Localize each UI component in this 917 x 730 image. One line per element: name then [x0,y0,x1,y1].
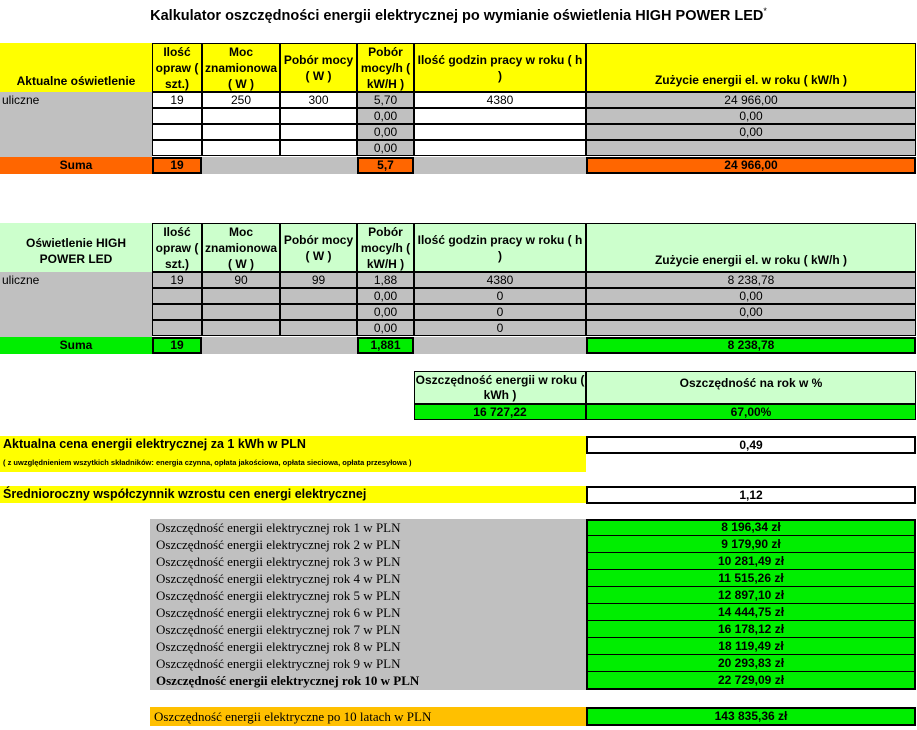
current-row-2-draw [280,108,357,124]
growth-value[interactable]: 1,12 [586,486,916,504]
current-row-2-usage: 0,00 [586,108,916,124]
led-row-4-hours: 0 [414,320,586,336]
header-hours: Ilość godzin pracy w roku ( h ) [414,43,586,92]
yearly-row-6-label: Oszczędność energii elektrycznej rok 6 w PLN [156,605,401,620]
current-row-2-hours [414,108,586,124]
current-row-3-hours [414,124,586,140]
yearly-row-7-label: Oszczędność energii elektrycznej rok 7 w PLN [156,622,401,637]
led-row-4-qty [152,320,202,336]
led-header-hours: Ilość godzin pracy w roku ( h ) [414,223,586,272]
header-rated-power: Moc znamionowa ( W ) [202,43,280,92]
yearly-row-6-value: 14 444,75 zł [586,604,916,621]
led-row-3-rated [202,304,280,320]
led-row-2-usage: 0,00 [586,288,916,304]
header-power-draw: Pobór mocy ( W ) [280,43,357,92]
led-row-4-draw [280,320,357,336]
led-row-3-usage: 0,00 [586,304,916,320]
led-row-1-kwh: 1,88 [357,272,414,288]
current-sum-filler [202,157,357,174]
current-row-2-qty [152,108,202,124]
current-label-text: Aktualne oświetlenie [16,74,136,88]
savings-percent-header: Oszczędność na rok w % [586,371,916,404]
led-row-3-kwh: 0,00 [357,304,414,320]
yearly-row-2-value: 9 179,90 zł [586,536,916,553]
price-note: ( z uwzględnieniem wszytkich składników: energia czynna, opłata jakościowa, opłata sieciowa, opłata przesyłowa ) [3,458,412,467]
led-row-4-rated [202,320,280,336]
yearly-row-4-value: 11 515,26 zł [586,570,916,587]
yearly-row-1-label: Oszczędność energii elektrycznej rok 1 w PLN [156,520,401,535]
header-usage: Zużycie energii el. w roku ( kW/h ) [586,43,916,92]
yearly-row-10-value: 22 729,09 zł [717,673,785,687]
growth-label: Średnioroczny współczynnik wzrostu cen energi elektrycznej [0,486,586,503]
savings-energy-header: Oszczędność energii w roku ( kWh ) [414,371,586,404]
current-row-1-draw: 300 [280,92,357,108]
led-row-4-usage [586,320,916,336]
current-row-3-rated [202,124,280,140]
led-sum-qty: 19 [152,337,202,354]
savings-percent-value: 67,00% [586,404,916,420]
current-row-1-hours: 4380 [414,92,586,108]
led-row-1-draw: 99 [280,272,357,288]
led-sum-label: Suma [0,337,152,354]
current-row-1-qty: 19 [152,92,202,108]
yearly-row-2-label: Oszczędność energii elektrycznej rok 2 w PLN [156,537,401,552]
title-text: Kalkulator oszczędności energii elektrycznej po wymianie oświetlenia HIGH POWER LED [150,7,764,24]
yearly-row-1-value: 8 196,34 zł [586,519,916,536]
led-row-3-qty [152,304,202,320]
led-row-4-kwh: 0,00 [357,320,414,336]
led-row-2-qty [152,288,202,304]
price-label: Aktualna cena energii elektrycznej za 1 kWh w PLN [3,437,306,451]
led-row-3-hours: 0 [414,304,586,320]
yearly-row-4-label: Oszczędność energii elektrycznej rok 4 w PLN [156,571,401,586]
current-row-4-usage [586,140,916,156]
current-sum-usage: 24 966,00 [586,157,916,174]
yearly-row-7-value: 16 178,12 zł [586,621,916,638]
led-row-2-rated [202,288,280,304]
current-row-4-hours [414,140,586,156]
led-row-1-usage: 8 238,78 [586,272,916,288]
yearly-row-8-value: 18 119,49 zł [586,638,916,655]
led-row-1-rated: 90 [202,272,280,288]
current-row-4-qty [152,140,202,156]
yearly-row-9-value: 20 293,83 zł [586,655,916,672]
led-label-text: Oświetlenie HIGH POWER LED [25,235,127,266]
header-qty: Ilość opraw ( szt.) [152,43,202,92]
led-row-1-name: uliczne [2,273,40,287]
led-header-rated-power: Moc znamionowa ( W ) [202,223,280,272]
yearly-row-3-label: Oszczędność energii elektrycznej rok 3 w PLN [156,554,401,569]
header-kwh: Pobór mocy/h ( kW/H ) [357,43,414,92]
current-row-4-draw [280,140,357,156]
led-row-1-qty: 19 [152,272,202,288]
led-sum-usage: 8 238,78 [586,337,916,354]
current-section-label [0,43,152,92]
current-sum-qty: 19 [152,157,202,174]
price-block [0,436,586,472]
current-row-4-rated [202,140,280,156]
yearly-row-10-label: Oszczędność energii elektrycznej rok 10 w PLN [156,673,420,688]
yearly-row-9-label: Oszczędność energii elektrycznej rok 9 w PLN [156,656,401,671]
led-header-usage: Zużycie energii el. w roku ( kW/h ) [586,223,916,272]
current-sum-label: Suma [0,157,152,174]
current-row-3-qty [152,124,202,140]
current-row-3-draw [280,124,357,140]
price-value[interactable]: 0,49 [586,436,916,454]
current-row-4-kwh: 0,00 [357,140,414,156]
current-row-1-name: uliczne [2,93,40,107]
led-sum-filler-2 [414,337,586,354]
current-row-1-usage: 24 966,00 [586,92,916,108]
current-row-1-kwh: 5,70 [357,92,414,108]
led-row-1-hours: 4380 [414,272,586,288]
total-label: Oszczędność energii elektryczne po 10 latach w PLN [150,707,586,726]
current-row-2-kwh: 0,00 [357,108,414,124]
yearly-row-5-label: Oszczędność energii elektrycznej rok 5 w PLN [156,588,401,603]
led-header-power-draw: Pobór mocy ( W ) [280,223,357,272]
current-row-3-kwh: 0,00 [357,124,414,140]
led-row-3-draw [280,304,357,320]
savings-energy-value: 16 727,22 [414,404,586,420]
led-sum-kwh: 1,881 [357,337,414,354]
yearly-row-3-value: 10 281,49 zł [586,553,916,570]
led-section-label [0,223,152,272]
yearly-row-8-label: Oszczędność energii elektrycznej rok 8 w PLN [156,639,401,654]
led-header-kwh: Pobór mocy/h ( kW/H ) [357,223,414,272]
total-value: 143 835,36 zł [586,707,916,726]
current-row-3-usage: 0,00 [586,124,916,140]
led-row-2-hours: 0 [414,288,586,304]
led-row-2-kwh: 0,00 [357,288,414,304]
current-row-1-rated: 250 [202,92,280,108]
led-row-2-draw [280,288,357,304]
yearly-row-5-value: 12 897,10 zł [586,587,916,604]
current-sum-filler-2 [414,157,586,174]
title-footnote-mark: * [763,6,767,16]
led-sum-filler [202,337,357,354]
current-row-2-rated [202,108,280,124]
page-title [0,6,917,24]
led-header-qty: Ilość opraw ( szt.) [152,223,202,272]
current-sum-kwh: 5,7 [357,157,414,174]
